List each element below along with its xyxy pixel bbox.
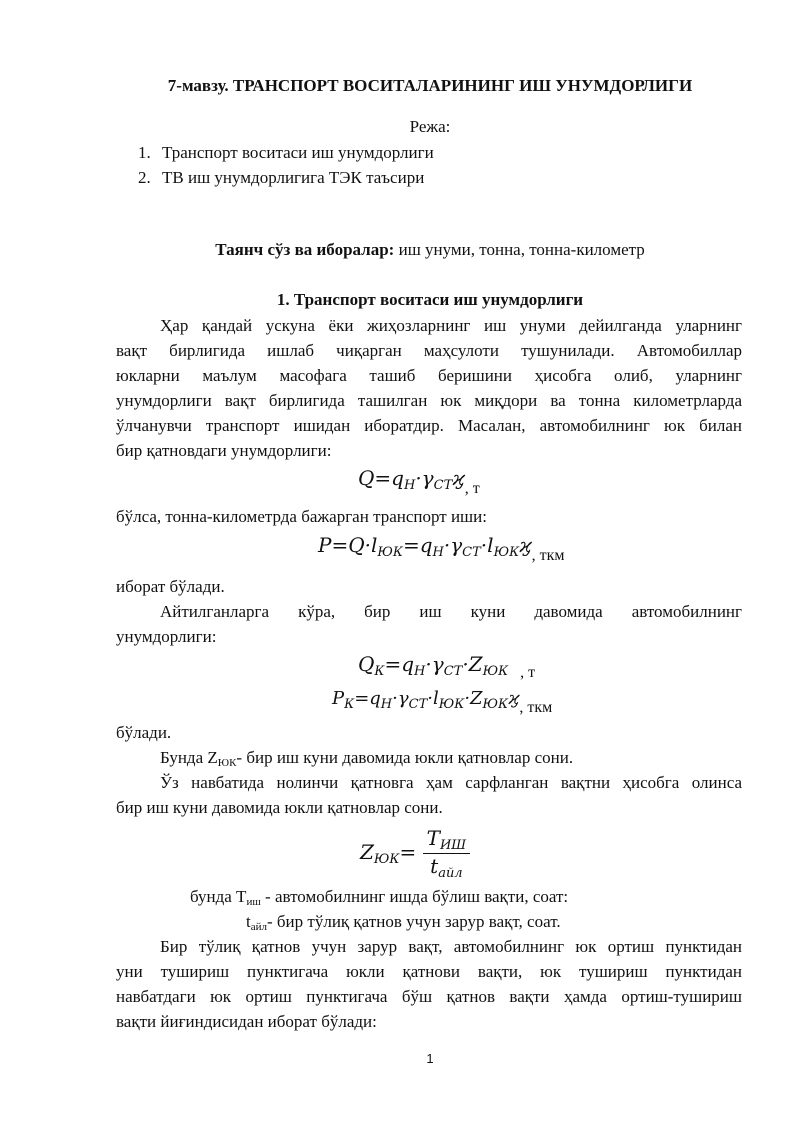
paragraph-line: бўлади.	[116, 723, 172, 742]
plan-item	[138, 143, 434, 163]
plan-heading: Режа:	[409, 117, 451, 136]
formula-p: $P=Q\cdot l_{ЮК}=q_Н\cdot\gamma_{СТ}\cdot l_{ЮК}ϗ_{, ткм}$	[318, 533, 565, 564]
formula-unit: , т	[520, 664, 536, 681]
formula-pk: $P_К=q_Н\cdot\gamma_{СТ}\cdot l_{ЮК}\cdot Z_{ЮК}ϗ$, ткм	[332, 688, 553, 716]
keywords-line	[0, 240, 800, 260]
paragraph-line: вақти йиғиндисидан иборат бўлади:	[116, 1012, 377, 1031]
plan-item-text: ТВ иш унумдорлигига ТЭК таъсири	[162, 168, 425, 187]
paragraph-line: юкларни маълум масофага ташиб беришини ҳисобга олиб, уларнинг	[116, 366, 742, 385]
paragraph-line: унумдорлиги вақт бирлигида ташилган юк миқдори ва тонна километрларда	[116, 391, 742, 410]
plan-item	[138, 168, 424, 188]
section-heading: 1. Транспорт воситаси иш унумдорлиги	[276, 290, 584, 309]
definition-t-ish: бунда Тиш - автомобилнинг ишда бўлиш вақти, соат:	[190, 887, 569, 908]
paragraph-line: бўлса, тонна-километрда бажарган транспорт иши:	[116, 507, 487, 526]
definition-t-ayl: tайл- бир тўлиқ қатнов учун зарур вақт, соат.	[246, 912, 561, 933]
keywords-label: Таянч сўз ва иборалар:	[215, 240, 395, 259]
plan-item-number: 2.	[138, 168, 151, 187]
paragraph-line: навбатдаги юк ортиш пунктигача бўш қатнов вақти ҳамда ортиш-тушириш	[116, 987, 742, 1006]
paragraph-line: Ҳар қандай ускуна ёки жиҳозларнинг иш унуми дейилганда уларнинг	[160, 316, 742, 335]
page-title: 7-мавзу. ТРАНСПОРТ ВОСИТАЛАРИНИНГ ИШ УНУМДОРЛИГИ	[167, 76, 693, 95]
paragraph-line: Айтилганларга кўра, бир иш куни давомида автомобилнинг	[160, 602, 742, 621]
page-number: 1	[426, 1051, 434, 1066]
paragraph-line: уни тушириш пунктигача юкли қатнови вақти, юк тушириш пунктидан	[116, 962, 742, 981]
definition-z: Бунда ZЮК- бир иш куни давомида юкли қатновлар сони.	[160, 748, 574, 769]
paragraph-line: бир иш куни давомида юкли қатновлар сони.	[116, 798, 443, 817]
formula-unit: , т	[464, 480, 480, 497]
formula-unit: , ткм	[519, 699, 553, 716]
paragraph-line: вақт бирлигида ишлаб чиқарган маҳсулоти тушунилади. Автомобиллар	[116, 341, 742, 360]
formula-q: $Q=q_Н\cdot\gamma_{СТ}ϗ_{, т}$	[358, 466, 480, 497]
paragraph-line: иборат бўлади.	[116, 577, 225, 596]
paragraph-line: ўлчанувчи транспорт ишидан иборатдир. Масалан, автомобилнинг юк билан	[116, 416, 742, 435]
paragraph-line: Ўз навбатида нолинчи қатновга ҳам сарфланган вақтни ҳисобга олинса	[160, 773, 742, 792]
formula-qk: $Q_К=q_Н\cdot\gamma_{СТ}\cdot Z_{ЮК}$ $_{, т}$	[358, 652, 536, 681]
formula-unit: , ткм	[531, 547, 565, 564]
keywords-text: иш унуми, тонна, тонна-километр	[394, 240, 645, 259]
plan-item-number: 1.	[138, 143, 151, 162]
formula-z: $Z_{ЮК}=$ $\frac{Т_{ИШ}}{t_{айл}}$	[360, 826, 470, 881]
paragraph-line: бир қатновдаги унумдорлиги:	[116, 441, 332, 460]
paragraph-line: унумдорлиги:	[116, 627, 217, 646]
paragraph-line: Бир тўлиқ қатнов учун зарур вақт, автомобилнинг юк ортиш пунктидан	[160, 937, 742, 956]
plan-item-text: Транспорт воситаси иш унумдорлиги	[162, 143, 434, 162]
